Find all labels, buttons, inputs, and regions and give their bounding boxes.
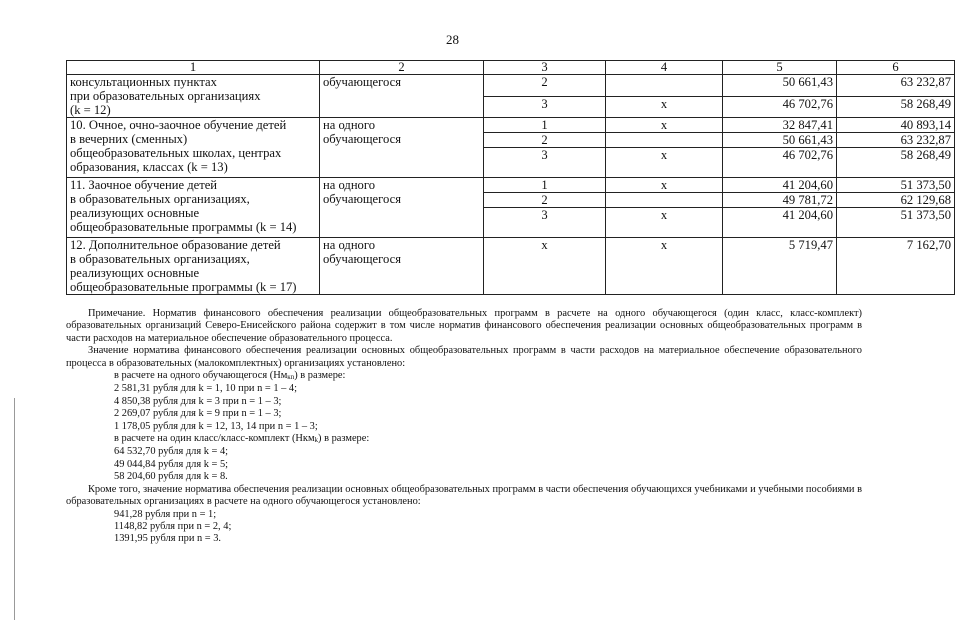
value-cell: 41 204,60	[723, 178, 837, 193]
per-student-label: в расчете на одного обучающегося $(Нм_{кn})$ в размере:	[114, 370, 346, 382]
notes-section	[66, 308, 862, 546]
value-cell: 50 661,43	[723, 133, 837, 148]
group-title-cell: 12. Дополнительное образование детей в образовательных организациях, реализующих основные общеобразовательные программы (k = 17)	[67, 238, 320, 295]
mark-cell	[606, 133, 723, 148]
value-cell: 5 719,47	[723, 238, 837, 295]
per-student-list	[66, 383, 862, 433]
header-cell: 3	[484, 61, 606, 75]
group-title-cell: 10. Очное, очно-заочное обучение детей в вечерних (сменных) общеобразовательных школах, центрах образования, классах (k = 13)	[67, 118, 320, 178]
mark-cell: х	[606, 238, 723, 295]
list-item: 49 044,84 рубля для k = 5;	[114, 458, 229, 470]
group-title-cell: консультационных пунктах при образовательных организациях (k = 12)	[67, 75, 320, 118]
value-cell: 63 232,87	[837, 75, 955, 97]
mark-cell: х	[606, 178, 723, 193]
category-cell: х	[484, 238, 606, 295]
list-item: 64 532,70 рубля для k = 4;	[114, 446, 229, 458]
list-item: 941,28 рубля при n = 1;	[114, 508, 217, 520]
value-cell: 58 268,49	[837, 148, 955, 178]
header-cell: 5	[723, 61, 837, 75]
page-number: 28	[446, 32, 459, 47]
category-cell: 1	[484, 118, 606, 133]
note-paragraph: Примечание. Норматив финансового обеспечения реализации общеобразовательных программ в расчете на одного обучающегося (один класс, класс-комплект) образовательных организаций Северо-Енисейского района содержит в том числе норматив финансового обеспечения реализации основных общеобразовательных программ в части расходов на материальное обеспечение образовательного процесса.	[66, 308, 862, 344]
value-cell: 41 204,60	[723, 208, 837, 238]
mark-cell	[606, 193, 723, 208]
header-cell: 2	[320, 61, 484, 75]
value-cell: 49 781,72	[723, 193, 837, 208]
mark-cell	[606, 75, 723, 97]
table-row	[67, 118, 955, 133]
table-header-row	[67, 61, 955, 75]
mark-cell: х	[606, 208, 723, 238]
per-class-label: в расчете на один класс/класс-комплект (Нкм$_k$) в размере:	[114, 433, 370, 445]
value-cell: 51 373,50	[837, 178, 955, 193]
per-class-list	[66, 446, 862, 483]
category-cell: 2	[484, 75, 606, 97]
list-item: 2 581,31 рубля для k = 1, 10 при n = 1 – 4;	[114, 383, 297, 395]
mark-cell: х	[606, 96, 723, 118]
scan-margin-line	[14, 398, 15, 620]
value-cell: 7 162,70	[837, 238, 955, 295]
table-row	[67, 75, 955, 97]
list-item: 1148,82 рубля при n = 2, 4;	[114, 520, 232, 532]
value-cell: 32 847,41	[723, 118, 837, 133]
unit-cell: на одного обучающегося	[320, 178, 484, 238]
list-item: 1 178,05 рубля для k = 12, 13, 14 при n = 1 – 3;	[114, 420, 318, 432]
table-row	[67, 238, 955, 295]
category-cell: 3	[484, 208, 606, 238]
category-cell: 3	[484, 96, 606, 118]
unit-cell: обучающегося	[320, 75, 484, 118]
value-cell: 62 129,68	[837, 193, 955, 208]
unit-cell: на одного обучающегося	[320, 238, 484, 295]
list-item: 4 850,38 рубля для k = 3 при n = 1 – 3;	[114, 395, 282, 407]
table-row	[67, 178, 955, 193]
value-cell: 51 373,50	[837, 208, 955, 238]
normatives-table	[66, 60, 955, 295]
value-cell: 63 232,87	[837, 133, 955, 148]
unit-cell: на одного обучающегося	[320, 118, 484, 178]
header-cell: 6	[837, 61, 955, 75]
value-cell: 58 268,49	[837, 96, 955, 118]
note-paragraph: Значение норматива финансового обеспечения реализации основных общеобразовательных программ в части расходов на материальное обеспечение образовательного процесса в образовательных (малокомплектных) организациях установлено:	[66, 345, 862, 369]
mark-cell: х	[606, 148, 723, 178]
list-item: 58 204,60 рубля для k = 8.	[114, 471, 228, 483]
value-cell: 50 661,43	[723, 75, 837, 97]
value-cell: 40 893,14	[837, 118, 955, 133]
category-cell: 2	[484, 193, 606, 208]
list-item: 1391,95 рубля при n = 3.	[114, 533, 222, 545]
list-item: 2 269,07 рубля для k = 9 при n = 1 – 3;	[114, 408, 282, 420]
value-cell: 46 702,76	[723, 96, 837, 118]
table-body	[67, 75, 955, 295]
value-cell: 46 702,76	[723, 148, 837, 178]
header-cell: 1	[67, 61, 320, 75]
group-title-cell: 11. Заочное обучение детей в образовательных организациях, реализующих основные общеобразовательные программы (k = 14)	[67, 178, 320, 238]
mark-cell: х	[606, 118, 723, 133]
category-cell: 1	[484, 178, 606, 193]
header-cell: 4	[606, 61, 723, 75]
note-paragraph: Кроме того, значение норматива обеспечения реализации основных общеобразовательных программ в части обеспечения обучающихся учебниками и учебными пособиями в образовательных организациях в расчете на одного обучающегося установлено:	[66, 483, 862, 508]
category-cell: 2	[484, 133, 606, 148]
category-cell: 3	[484, 148, 606, 178]
textbook-list	[66, 509, 862, 546]
